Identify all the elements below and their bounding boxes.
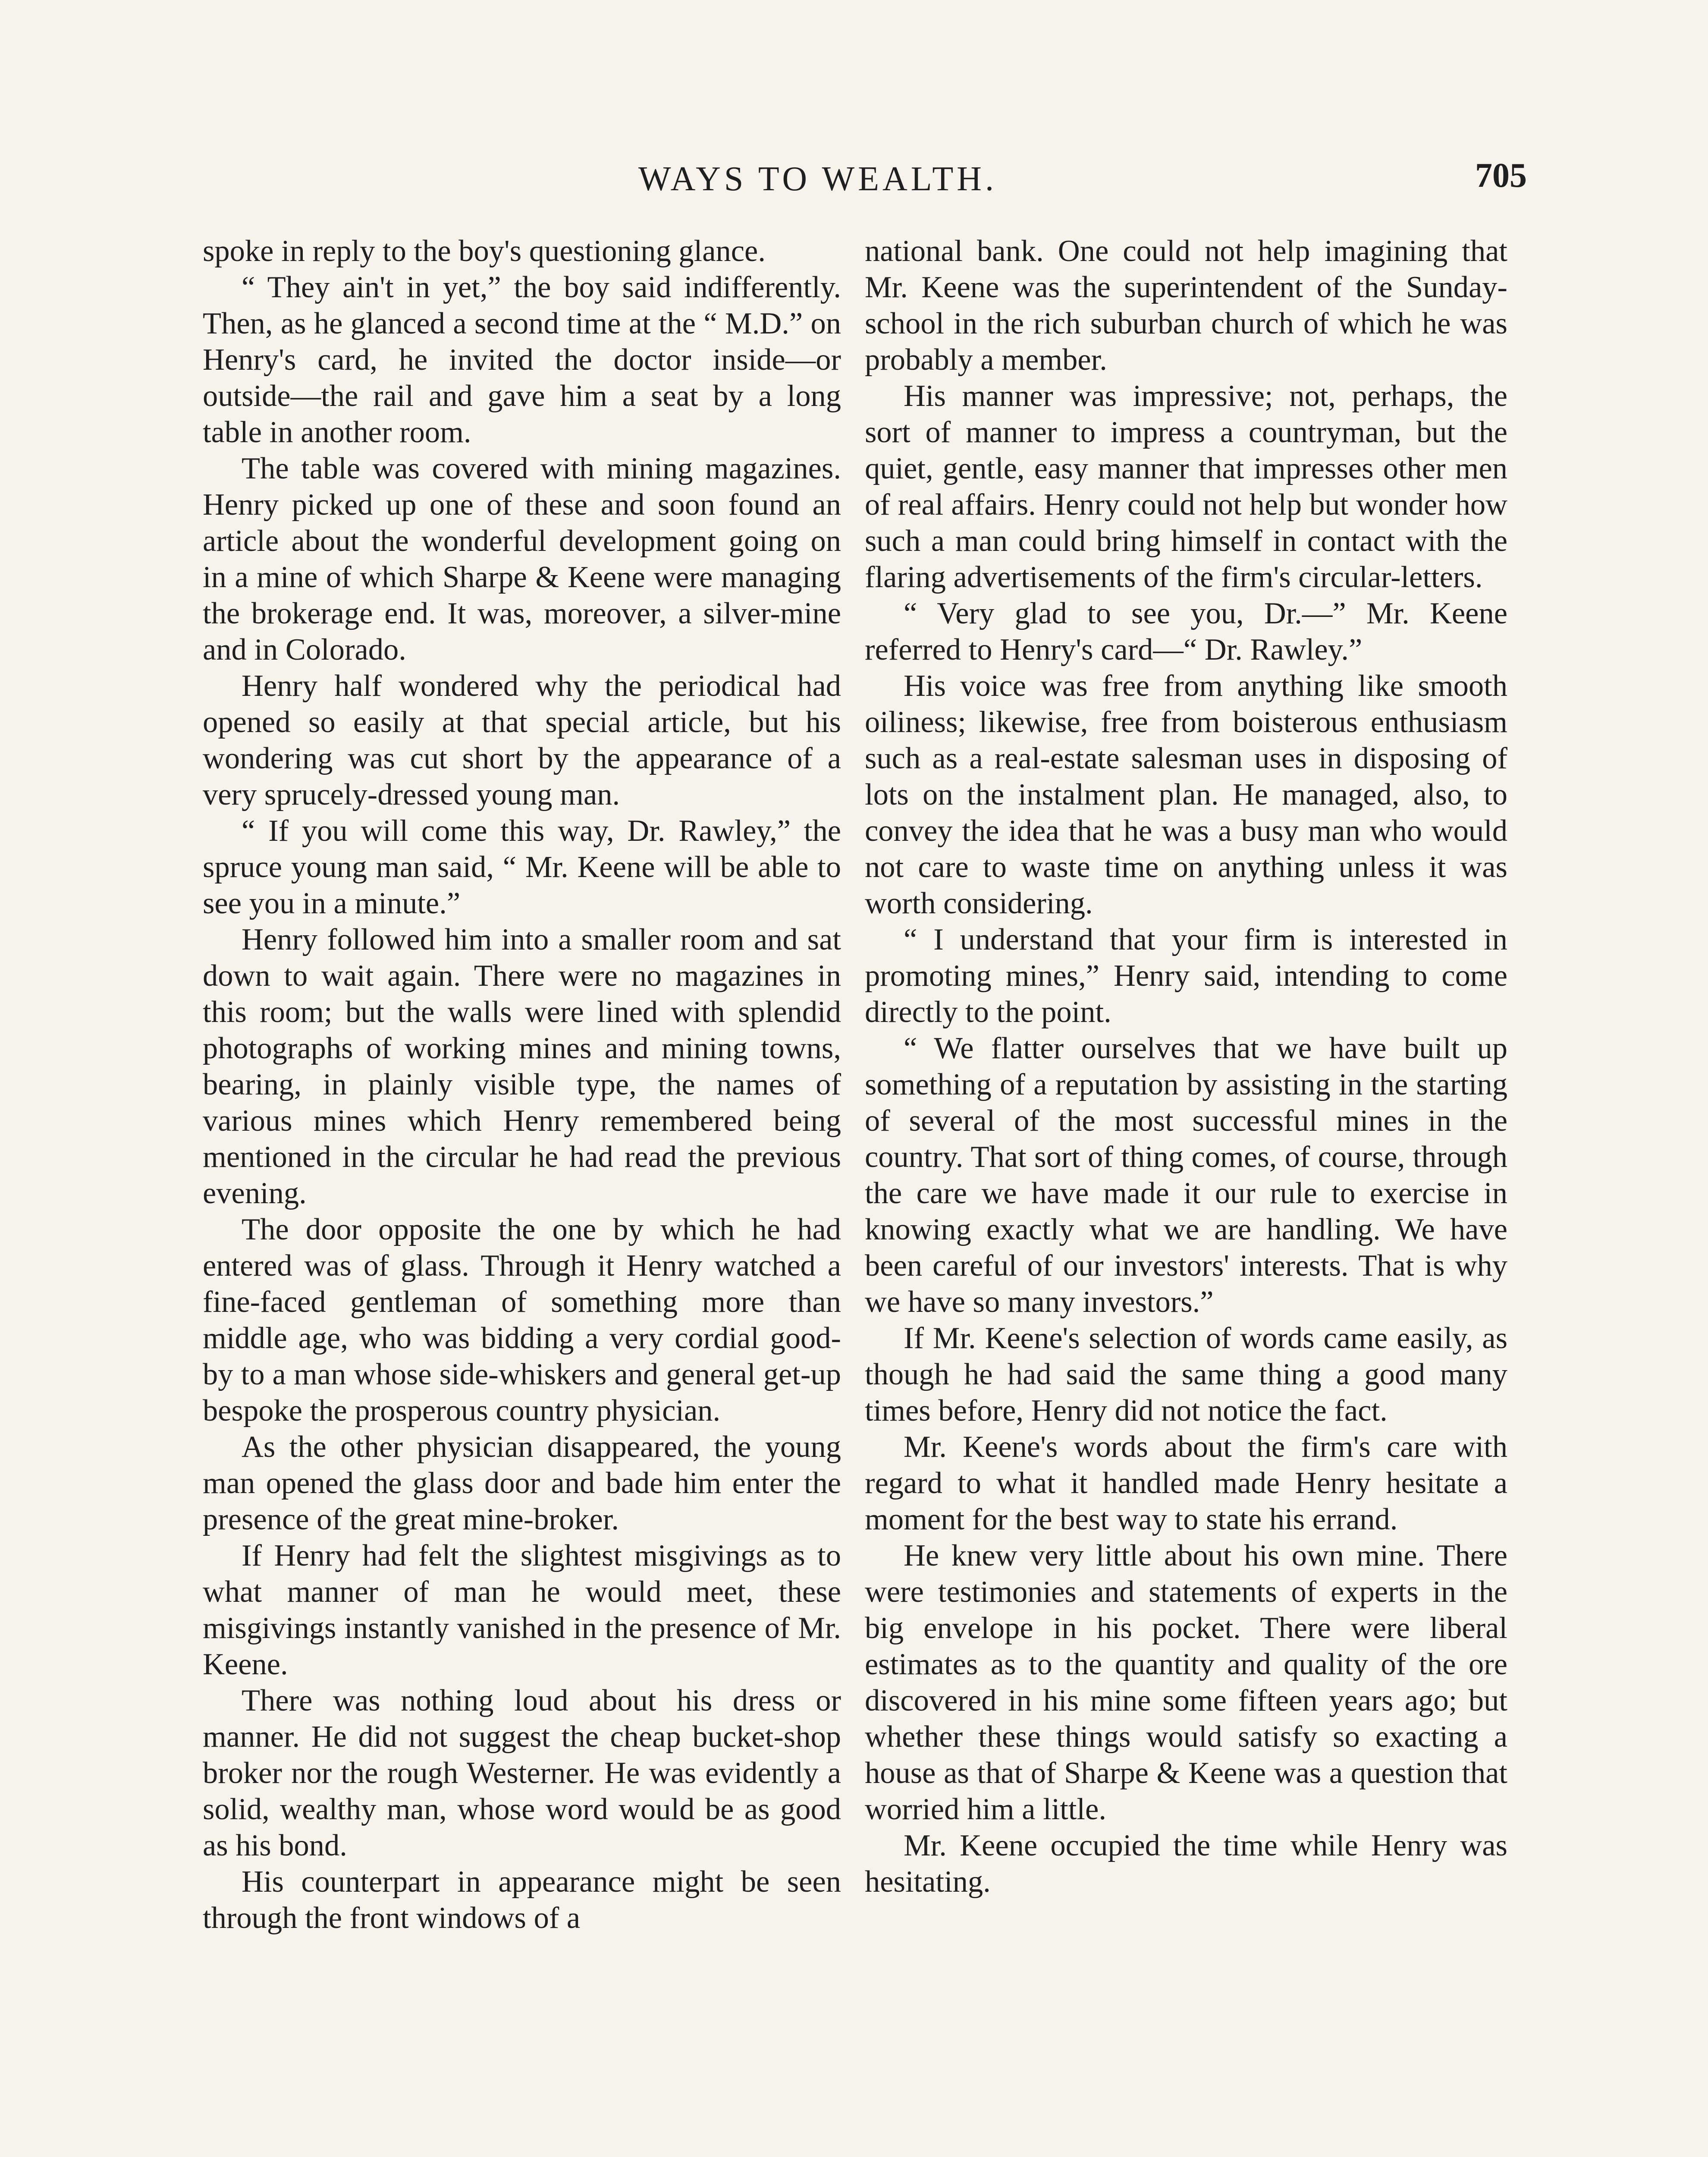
paragraph: Henry half wondered why the periodical had opened so easily at that special article, but his wondering was cut short by the appearance of a very sprucely-dressed young man. [203,669,841,811]
paragraph: Mr. Keene occupied the time while Henry was hesitating. [865,1829,1507,1899]
paragraph: The table was covered with mining magazines. Henry picked up one of these and soon found an article about the wonderful development going on in a mine of which Sharpe & Keene were managing the brokerage end. It was, moreover, a silver-mine and in Colorado. [203,452,841,667]
paragraph: “ They ain't in yet,” the boy said indifferently. Then, as he glanced a second time at the “ M.D.” on Henry's card, he invited the doctor inside—or outside—the rail and gave him a seat by a long table in another room. [203,270,841,449]
paragraph: As the other physician disappeared, the young man opened the glass door and bade him enter the presence of the great mine-broker. [203,1430,841,1536]
paragraph: If Mr. Keene's selection of words came easily, as though he had said the same thing a good many times before, Henry did not notice the fact. [865,1321,1507,1428]
paragraph: Henry followed him into a smaller room and sat down to wait again. There were no magazines in this room; but the walls were lined with splendid photographs of working mines and mining towns, bearing, in plainly visible type, the names of various mines which Henry remembered being mentioned in the circular he had read the previous evening. [203,923,841,1210]
paragraph: “ Very glad to see you, Dr.—” Mr. Keene referred to Henry's card—“ Dr. Rawley.” [865,597,1507,667]
paragraph: The door opposite the one by which he had entered was of glass. Through it Henry watched a fine-faced gentleman of something more than middle age, who was bidding a very cordial good-by to a man whose side-whiskers and general get-up bespoke the prosperous country physician. [203,1213,841,1428]
paragraph: national bank. One could not help imagining that Mr. Keene was the superintendent of the Sunday-school in the rich suburban church of which he was probably a member. [865,234,1507,377]
paragraph: There was nothing loud about his dress or manner. He did not suggest the cheap bucket-shop broker nor the rough Westerner. He was evidently a solid, wealthy man, whose word would be as good as his bond. [203,1684,841,1862]
paragraph: His voice was free from anything like smooth oiliness; likewise, free from boisterous enthusiasm such as a real-estate salesman uses in disposing of lots on the instalment plan. He managed, also, to convey the idea that he was a busy man who would not care to waste time on anything unless it was worth considering. [865,669,1507,920]
paragraph: “ I understand that your firm is interested in promoting mines,” Henry said, intending to come directly to the point. [865,923,1507,1029]
right-column [865,233,1507,1900]
paragraph: His manner was impressive; not, perhaps, the sort of manner to impress a countryman, but the quiet, gentle, easy manner that impresses other men of real affairs. Henry could not help but wonder how such a man could bring himself in contact with the flaring advertisements of the firm's circular-letters. [865,379,1507,594]
paragraph: Mr. Keene's words about the firm's care with regard to what it handled made Henry hesitate a moment for the best way to state his errand. [865,1430,1507,1536]
running-head: WAYS TO WEALTH. [638,160,997,198]
paragraph: spoke in reply to the boy's questioning glance. [203,234,766,268]
paragraph: If Henry had felt the slightest misgivings as to what manner of man he would meet, these misgivings instantly vanished in the presence of Mr. Keene. [203,1539,841,1681]
paragraph: “ We flatter ourselves that we have built up something of a reputation by assisting in the starting of several of the most successful mines in the country. That sort of thing comes, of course, through the care we have made it our rule to exercise in knowing exactly what we are handling. We have been careful of our investors' interests. That is why we have so many investors.” [865,1031,1507,1319]
paragraph: He knew very little about his own mine. There were testimonies and statements of experts in the big envelope in his pocket. There were liberal estimates as to the quantity and quality of the ore discovered in his mine some fifteen years ago; but whether these things would satisfy so exacting a house as that of Sharpe & Keene was a question that worried him a little. [865,1539,1507,1826]
paragraph: “ If you will come this way, Dr. Rawley,” the spruce young man said, “ Mr. Keene will be able to see you in a minute.” [203,814,841,920]
page-number: 705 [1475,157,1527,195]
paragraph: His counterpart in appearance might be seen through the front windows of a [203,1865,841,1935]
left-column [203,233,841,1936]
